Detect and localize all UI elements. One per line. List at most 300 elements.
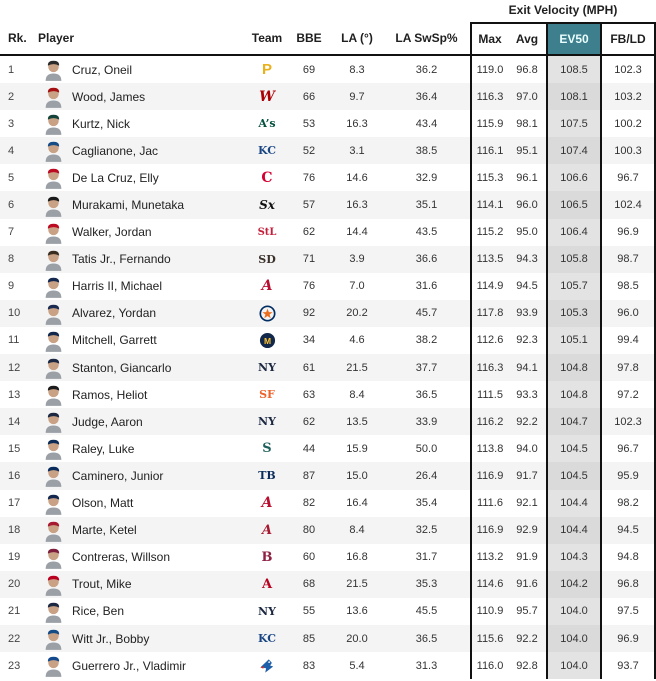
max-ev-value: 113.2 — [470, 544, 508, 571]
rank-value: 1 — [8, 63, 15, 76]
player-name[interactable]: Stanton, Giancarlo — [72, 360, 172, 375]
fbld-ev-value: 102.3 — [602, 408, 656, 435]
rank-value: 6 — [8, 199, 15, 212]
max-ev-value: 115.6 — [470, 625, 508, 652]
la-value: 8.3 — [349, 63, 365, 76]
max-ev-value: 111.6 — [470, 490, 508, 517]
rank-value: 13 — [8, 388, 21, 401]
max-ev-value: 111.5 — [470, 381, 508, 408]
max-ev-value: 116.0 — [470, 652, 508, 679]
fbld-ev-value: 96.9 — [602, 625, 656, 652]
team-logo-braves: A — [261, 495, 273, 512]
player-name[interactable]: Caglianone, Jac — [72, 143, 159, 158]
team-logo-cardinals: StL — [257, 226, 277, 238]
la-value: 9.7 — [349, 90, 365, 103]
team-logo-braves: A — [261, 278, 273, 295]
ev50-value: 104.7 — [546, 408, 602, 435]
table-row[interactable] — [0, 164, 656, 191]
la-swsp-value: 31.7 — [415, 551, 438, 564]
player-name[interactable]: Judge, Aaron — [72, 414, 143, 429]
bbe-value: 71 — [302, 253, 316, 266]
fbld-ev-value: 99.4 — [602, 327, 656, 354]
la-value: 13.6 — [346, 605, 368, 618]
ev50-value: 108.5 — [546, 56, 602, 83]
table-row[interactable] — [0, 571, 656, 598]
team-logo-diamondbacks: A — [261, 522, 273, 538]
la-value: 16.3 — [346, 117, 368, 130]
player-name[interactable]: Guerrero Jr., Vladimir — [72, 658, 187, 673]
ev50-value: 108.1 — [546, 83, 602, 110]
fbld-ev-value: 94.5 — [602, 517, 656, 544]
bbe-value: 44 — [302, 442, 316, 455]
bbe-value: 69 — [302, 63, 316, 76]
player-name[interactable]: Alvarez, Yordan — [72, 306, 157, 321]
la-swsp-value: 38.5 — [415, 144, 438, 157]
avg-ev-value: 95.0 — [516, 226, 538, 239]
max-ev-value: 117.8 — [470, 300, 508, 327]
player-silhouette-icon — [43, 329, 64, 352]
avg-ev-value: 98.1 — [516, 117, 538, 130]
avg-ev-value: 92.3 — [516, 334, 538, 347]
table-row[interactable] — [0, 56, 656, 83]
player-avatar — [36, 408, 70, 435]
team-logo-yankees: NY — [258, 415, 276, 429]
table-row[interactable] — [0, 137, 656, 164]
avg-ev-value: 94.1 — [516, 361, 538, 374]
bbe-value: 62 — [302, 415, 316, 428]
player-avatar — [36, 164, 70, 191]
la-swsp-value: 38.2 — [415, 334, 438, 347]
player-avatar — [36, 544, 70, 571]
team-logo-pirates: P — [261, 61, 272, 79]
max-ev-value: 113.8 — [470, 435, 508, 462]
max-ev-value: 119.0 — [470, 56, 508, 83]
table-row[interactable] — [0, 327, 656, 354]
avg-ev-value: 96.8 — [516, 63, 538, 76]
player-name[interactable]: De La Cruz, Elly — [72, 170, 159, 185]
player-avatar — [36, 381, 70, 408]
player-avatar — [36, 191, 70, 218]
player-silhouette-icon — [43, 356, 64, 379]
la-swsp-value: 26.4 — [415, 469, 438, 482]
ev50-value: 104.4 — [546, 517, 602, 544]
fbld-ev-value: 100.3 — [602, 137, 656, 164]
fbld-ev-value: 95.9 — [602, 462, 656, 489]
player-silhouette-icon — [43, 600, 64, 623]
ev50-value: 104.0 — [546, 625, 602, 652]
la-swsp-value: 32.9 — [415, 171, 438, 184]
player-silhouette-icon — [43, 139, 64, 162]
fbld-ev-value: 97.8 — [602, 354, 656, 381]
ev50-value: 104.3 — [546, 544, 602, 571]
la-value: 21.5 — [346, 578, 368, 591]
bbe-value: 76 — [302, 280, 316, 293]
rank-value: 3 — [8, 117, 15, 130]
player-avatar — [36, 652, 70, 679]
table-body — [0, 56, 656, 679]
fbld-ev-value: 93.7 — [602, 652, 656, 679]
rank-value: 23 — [8, 659, 21, 672]
column-header-fbld[interactable]: FB/LD — [602, 22, 656, 54]
bbe-value: 34 — [302, 334, 316, 347]
fbld-ev-value: 97.2 — [602, 381, 656, 408]
team-logo-yankees: NY — [258, 604, 276, 618]
player-silhouette-icon — [43, 573, 64, 596]
player-avatar — [36, 137, 70, 164]
player-name[interactable]: Mitchell, Garrett — [72, 333, 157, 348]
player-avatar — [36, 462, 70, 489]
la-swsp-value: 43.4 — [415, 117, 438, 130]
avg-ev-value: 96.1 — [516, 171, 538, 184]
player-name[interactable]: Olson, Matt — [72, 496, 134, 511]
player-silhouette-icon — [43, 627, 64, 650]
player-silhouette-icon — [43, 654, 64, 677]
avg-ev-value: 92.2 — [516, 632, 538, 645]
player-silhouette-icon — [43, 492, 64, 515]
player-name[interactable]: Harris II, Michael — [72, 279, 163, 294]
la-value: 15.9 — [346, 442, 368, 455]
player-avatar — [36, 354, 70, 381]
column-header-avg[interactable]: Avg — [508, 22, 546, 54]
la-value: 8.4 — [349, 524, 365, 537]
la-value: 16.8 — [346, 551, 368, 564]
la-swsp-value: 45.5 — [415, 605, 438, 618]
player-silhouette-icon — [43, 221, 64, 244]
max-ev-value: 115.3 — [470, 164, 508, 191]
rank-value: 12 — [8, 361, 21, 374]
la-value: 14.4 — [346, 226, 368, 239]
player-name[interactable]: Wood, James — [72, 89, 146, 104]
team-logo-athletics: A’s — [258, 117, 276, 131]
rank-value: 8 — [8, 253, 15, 266]
bbe-value: 87 — [302, 469, 316, 482]
player-silhouette-icon — [43, 58, 64, 81]
rank-value: 14 — [8, 415, 21, 428]
avg-ev-value: 91.9 — [516, 551, 538, 564]
team-logo-mariners: S — [262, 441, 272, 457]
avg-ev-value: 97.0 — [516, 90, 538, 103]
la-value: 15.0 — [346, 469, 368, 482]
la-value: 3.1 — [349, 144, 365, 157]
la-value: 3.9 — [349, 253, 365, 266]
bbe-value: 80 — [302, 524, 316, 537]
table-row[interactable] — [0, 354, 656, 381]
team-logo-royals: KC — [257, 632, 277, 646]
fbld-ev-value: 94.8 — [602, 544, 656, 571]
table-row[interactable] — [0, 219, 656, 246]
bbe-value: 85 — [302, 632, 316, 645]
ev50-value: 104.0 — [546, 598, 602, 625]
la-value: 16.4 — [346, 497, 368, 510]
table-row[interactable] — [0, 110, 656, 137]
table-row[interactable] — [0, 83, 656, 110]
max-ev-value: 116.9 — [470, 462, 508, 489]
max-ev-value: 115.9 — [470, 110, 508, 137]
ev50-value: 104.0 — [546, 652, 602, 679]
player-silhouette-icon — [43, 194, 64, 217]
max-ev-value: 116.1 — [470, 137, 508, 164]
table-row[interactable] — [0, 191, 656, 218]
player-silhouette-icon — [43, 464, 64, 487]
rank-value: 10 — [8, 307, 21, 320]
player-name[interactable]: Tatis Jr., Fernando — [72, 252, 171, 267]
team-logo-reds: C — [261, 169, 273, 186]
column-header-la[interactable]: LA (°) — [341, 31, 373, 45]
fbld-ev-value: 96.9 — [602, 219, 656, 246]
team-logo-royals: KC — [257, 144, 277, 158]
fbld-ev-value: 103.2 — [602, 83, 656, 110]
max-ev-value: 112.6 — [470, 327, 508, 354]
fbld-ev-value: 97.5 — [602, 598, 656, 625]
rank-value: 16 — [8, 469, 21, 482]
ev50-value: 106.4 — [546, 219, 602, 246]
la-value: 21.5 — [346, 361, 368, 374]
team-logo-brewers — [247, 327, 287, 354]
rank-value: 21 — [8, 605, 21, 618]
bbe-value: 82 — [302, 497, 316, 510]
bbe-value: 60 — [302, 551, 316, 564]
table-row[interactable] — [0, 381, 656, 408]
rank-value: 18 — [8, 524, 21, 537]
player-silhouette-icon — [43, 302, 64, 325]
table-row[interactable] — [0, 517, 656, 544]
avg-ev-value: 91.7 — [516, 469, 538, 482]
la-swsp-value: 31.6 — [415, 280, 438, 293]
bbe-value: 63 — [302, 388, 316, 401]
player-name[interactable]: Witt Jr., Bobby — [72, 631, 150, 646]
ev50-value: 104.5 — [546, 435, 602, 462]
avg-ev-value: 95.7 — [516, 605, 538, 618]
max-ev-value: 113.5 — [470, 246, 508, 273]
bbe-value: 57 — [302, 199, 316, 212]
rank-value: 11 — [8, 334, 20, 347]
column-header-rank[interactable]: Rk. — [8, 31, 27, 45]
fbld-ev-value: 102.4 — [602, 191, 656, 218]
player-avatar — [36, 300, 70, 327]
la-value: 5.4 — [349, 659, 365, 672]
fbld-ev-value: 98.2 — [602, 490, 656, 517]
avg-ev-value: 92.2 — [516, 415, 538, 428]
player-name[interactable]: Ramos, Heliot — [72, 387, 148, 402]
rank-value: 2 — [8, 90, 15, 103]
team-logo-sox: Sx — [259, 198, 275, 213]
player-silhouette-icon — [43, 437, 64, 460]
la-swsp-value: 45.7 — [415, 307, 438, 320]
team-logo-rays: TB — [258, 469, 276, 483]
ev50-value: 106.5 — [546, 191, 602, 218]
la-swsp-value: 35.1 — [415, 199, 438, 212]
fbld-ev-value: 96.7 — [602, 164, 656, 191]
player-silhouette-icon — [43, 166, 64, 189]
max-ev-value: 116.9 — [470, 517, 508, 544]
player-silhouette-icon — [43, 410, 64, 433]
ev50-value: 107.4 — [546, 137, 602, 164]
la-value: 14.6 — [346, 171, 368, 184]
team-logo-astros — [247, 300, 287, 327]
svg-text:M: M — [263, 335, 271, 346]
rank-value: 17 — [8, 497, 21, 510]
bbe-value: 61 — [302, 361, 316, 374]
ev50-value: 104.8 — [546, 354, 602, 381]
bbe-value: 68 — [302, 578, 316, 591]
table-row[interactable] — [0, 652, 656, 679]
rank-value: 15 — [8, 442, 21, 455]
rank-value: 9 — [8, 280, 15, 293]
team-logo-b: B — [261, 549, 273, 565]
max-ev-value: 116.2 — [470, 408, 508, 435]
la-swsp-value: 36.2 — [415, 63, 438, 76]
la-value: 7.0 — [349, 280, 365, 293]
la-swsp-value: 36.6 — [415, 253, 438, 266]
ev50-value: 105.8 — [546, 246, 602, 273]
column-header-player[interactable]: Player — [38, 31, 75, 45]
player-silhouette-icon — [43, 248, 64, 271]
avg-ev-value: 93.3 — [516, 388, 538, 401]
rank-value: 7 — [8, 226, 15, 239]
column-header-bbe[interactable]: BBE — [296, 31, 322, 45]
rank-value: 4 — [8, 144, 15, 157]
rank-value: 20 — [8, 578, 21, 591]
bbe-value: 76 — [302, 171, 316, 184]
table-row[interactable] — [0, 300, 656, 327]
column-header-la-swsp[interactable]: LA SwSp% — [395, 31, 458, 45]
column-header-max[interactable]: Max — [470, 22, 508, 54]
fbld-ev-value: 98.5 — [602, 273, 656, 300]
la-swsp-value: 35.3 — [415, 578, 438, 591]
avg-ev-value: 94.0 — [516, 442, 538, 455]
la-value: 8.4 — [349, 388, 365, 401]
table-row[interactable] — [0, 435, 656, 462]
player-avatar — [36, 273, 70, 300]
rank-value: 5 — [8, 171, 15, 184]
player-name[interactable]: Contreras, Willson — [72, 550, 171, 565]
player-name[interactable]: Raley, Luke — [72, 441, 135, 456]
la-swsp-value: 37.7 — [415, 361, 438, 374]
team-logo-nationals: W — [259, 88, 275, 105]
la-swsp-value: 50.0 — [415, 442, 438, 455]
table-row[interactable] — [0, 625, 656, 652]
table-row[interactable] — [0, 598, 656, 625]
player-avatar — [36, 327, 70, 354]
la-value: 13.5 — [346, 415, 368, 428]
avg-ev-value: 93.9 — [516, 307, 538, 320]
team-logo-giants: SF — [259, 388, 275, 402]
player-avatar — [36, 110, 70, 137]
player-name[interactable]: Murakami, Munetaka — [72, 198, 185, 213]
bbe-value: 62 — [302, 226, 316, 239]
player-avatar — [36, 435, 70, 462]
la-swsp-value: 36.4 — [415, 90, 438, 103]
player-avatar — [36, 219, 70, 246]
player-avatar — [36, 517, 70, 544]
table-header-row — [0, 22, 656, 56]
avg-ev-value: 92.1 — [516, 497, 538, 510]
la-value: 20.0 — [346, 632, 368, 645]
player-silhouette-icon — [43, 546, 64, 569]
fbld-ev-value: 100.2 — [602, 110, 656, 137]
avg-ev-value: 94.5 — [516, 280, 538, 293]
avg-ev-value: 92.8 — [516, 659, 538, 672]
la-swsp-value: 35.4 — [415, 497, 438, 510]
rank-value: 19 — [8, 551, 21, 564]
table-row[interactable] — [0, 544, 656, 571]
table-row[interactable] — [0, 408, 656, 435]
ev50-value: 104.4 — [546, 490, 602, 517]
table-row[interactable] — [0, 490, 656, 517]
la-value: 4.6 — [349, 334, 365, 347]
la-swsp-value: 43.5 — [415, 226, 438, 239]
player-avatar — [36, 56, 70, 83]
avg-ev-value: 92.9 — [516, 524, 538, 537]
player-avatar — [36, 571, 70, 598]
player-name[interactable]: Rice, Ben — [72, 604, 125, 619]
player-avatar — [36, 598, 70, 625]
player-avatar — [36, 246, 70, 273]
bbe-value: 92 — [302, 307, 316, 320]
ev50-value: 105.3 — [546, 300, 602, 327]
fbld-ev-value: 98.7 — [602, 246, 656, 273]
avg-ev-value: 91.6 — [516, 578, 538, 591]
ev50-value: 104.2 — [546, 571, 602, 598]
team-logo-angels: A — [261, 576, 273, 592]
table-row[interactable] — [0, 246, 656, 273]
ev50-value: 104.5 — [546, 462, 602, 489]
column-header-team[interactable]: Team — [251, 31, 283, 45]
player-name[interactable]: Walker, Jordan — [72, 225, 152, 240]
player-name[interactable]: Kurtz, Nick — [72, 116, 131, 131]
avg-ev-value: 96.0 — [516, 199, 538, 212]
ev50-value: 105.7 — [546, 273, 602, 300]
player-silhouette-icon — [43, 519, 64, 542]
fbld-ev-value: 96.7 — [602, 435, 656, 462]
player-silhouette-icon — [43, 383, 64, 406]
ev50-value: 107.5 — [546, 110, 602, 137]
player-avatar — [36, 490, 70, 517]
fbld-ev-value: 102.3 — [602, 56, 656, 83]
player-avatar — [36, 83, 70, 110]
bbe-value: 52 — [302, 144, 316, 157]
player-silhouette-icon — [43, 275, 64, 298]
la-value: 20.2 — [346, 307, 368, 320]
ev50-value: 105.1 — [546, 327, 602, 354]
max-ev-value: 110.9 — [470, 598, 508, 625]
team-logo-blue-jays — [247, 652, 287, 679]
table-row[interactable] — [0, 462, 656, 489]
la-swsp-value: 36.5 — [415, 632, 438, 645]
la-swsp-value: 32.5 — [415, 524, 438, 537]
player-name[interactable]: Cruz, Oneil — [72, 62, 133, 77]
avg-ev-value: 95.1 — [516, 144, 538, 157]
player-name[interactable]: Trout, Mike — [72, 577, 132, 592]
table-row[interactable] — [0, 273, 656, 300]
rank-value: 22 — [8, 632, 21, 645]
team-logo-yankees: NY — [258, 361, 276, 375]
max-ev-value: 114.9 — [470, 273, 508, 300]
player-silhouette-icon — [43, 85, 64, 108]
max-ev-value: 114.1 — [470, 191, 508, 218]
column-header-ev50[interactable]: EV50 — [546, 22, 602, 54]
la-swsp-value: 33.9 — [415, 415, 438, 428]
player-avatar — [36, 625, 70, 652]
la-swsp-value: 31.3 — [415, 659, 438, 672]
bbe-value: 83 — [302, 659, 316, 672]
player-name[interactable]: Marte, Ketel — [72, 523, 137, 538]
ev50-value: 106.6 — [546, 164, 602, 191]
bbe-value: 53 — [302, 117, 316, 130]
fbld-ev-value: 96.8 — [602, 571, 656, 598]
player-name[interactable]: Caminero, Junior — [72, 468, 164, 483]
bbe-value: 66 — [302, 90, 316, 103]
